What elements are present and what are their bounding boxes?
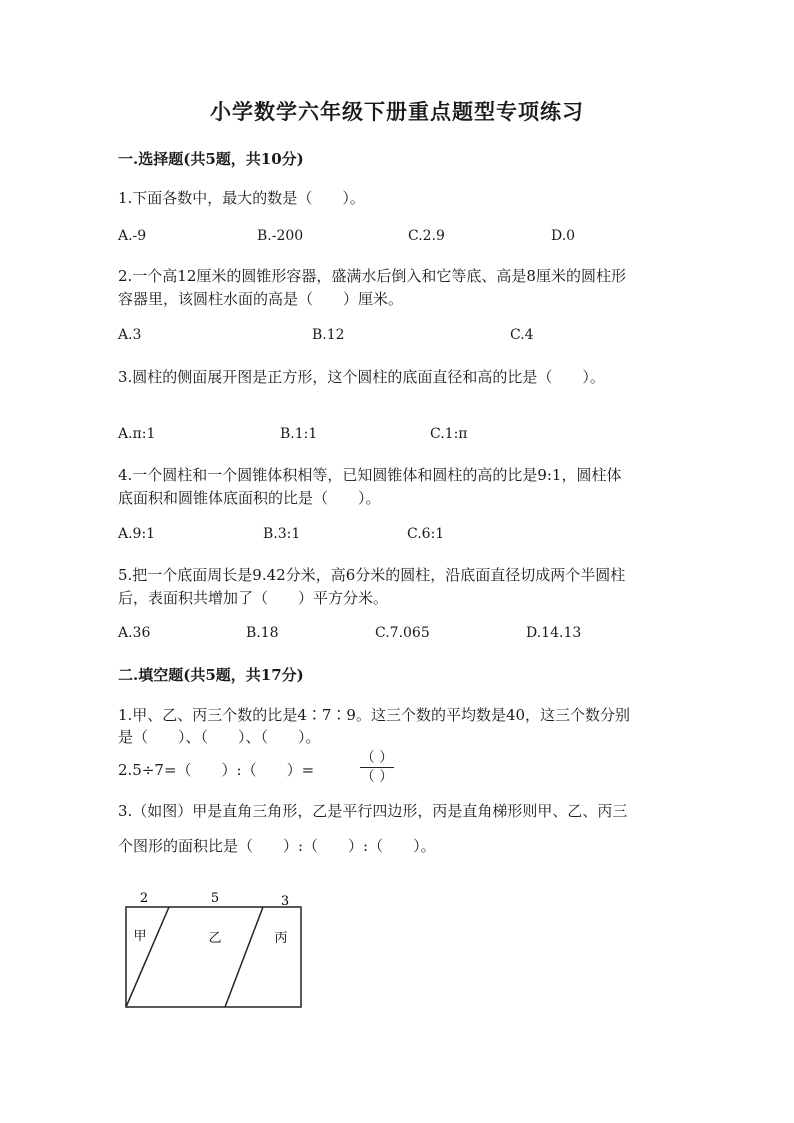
divider-line-right [225, 907, 263, 1007]
q1-option-b: B.-200 [257, 228, 304, 244]
page-title: 小学数学六年级下册重点题型专项练习 [210, 99, 584, 124]
fill-question-3-line2: 个图形的面积比是（ ）:（ ）:（ ）。 [118, 837, 436, 855]
q2-option-b: B.12 [312, 327, 345, 343]
section-heading-choice: 一.选择题(共5题，共10分) [118, 150, 304, 168]
question-1-stem: 1.下面各数中，最大的数是（ ）。 [118, 189, 365, 207]
q3-option-a: A.π:1 [118, 426, 156, 442]
question-2-stem-line2: 容器里，该圆柱水面的高是（ ）厘米。 [118, 290, 404, 308]
q5-option-a: A.36 [118, 625, 151, 641]
top-label-2: 2 [139, 891, 149, 906]
q2-option-a: A.3 [118, 327, 142, 343]
q2-option-c: C.4 [510, 327, 534, 343]
q5-option-b: B.18 [246, 625, 279, 641]
fraction-blank [360, 750, 394, 785]
q3-option-c: C.1:π [430, 426, 468, 442]
fraction-numerator: （ ） [360, 750, 394, 766]
fraction-bar [360, 767, 394, 768]
shape-figure [118, 885, 318, 1015]
section-heading-fill: 二.填空题(共5题，共17分) [118, 666, 304, 684]
fraction-denominator: （ ） [360, 769, 394, 785]
shape-label-yi: 乙 [208, 931, 222, 946]
q1-option-d: D.0 [551, 228, 576, 244]
q5-option-d: D.14.13 [526, 625, 582, 641]
q4-option-c: C.6:1 [407, 526, 445, 542]
shape-label-jia: 甲 [133, 929, 147, 944]
question-4-stem-line2: 底面积和圆锥体底面积的比是（ ）。 [118, 489, 381, 507]
shape-label-bing: 丙 [274, 931, 288, 946]
fill-question-1-line2: 是（ ）、（ ）、（ ）。 [118, 728, 321, 746]
fill-question-1-line1: 1.甲、乙、丙三个数的比是4∶7∶9。这三个数的平均数是40，这三个数分别 [118, 706, 631, 724]
question-4-stem-line1: 4.一个圆柱和一个圆锥体积相等，已知圆锥体和圆柱的高的比是9:1，圆柱体 [118, 466, 622, 484]
question-2-stem-line1: 2.一个高12厘米的圆锥形容器，盛满水后倒入和它等底、高是8厘米的圆柱形 [118, 267, 626, 285]
question-5-stem-line2: 后，表面积共增加了（ ）平方分米。 [118, 589, 389, 607]
q1-option-c: C.2.9 [408, 228, 445, 244]
q3-option-b: B.1:1 [280, 426, 318, 442]
question-3-stem: 3.圆柱的侧面展开图是正方形，这个圆柱的底面直径和高的比是（ ）。 [118, 368, 605, 386]
q5-option-c: C.7.065 [375, 625, 430, 641]
fill-question-3-line1: 3.（如图）甲是直角三角形，乙是平行四边形，丙是直角梯形则甲、乙、丙三 [118, 802, 628, 820]
q1-option-a: A.-9 [118, 228, 147, 244]
top-label-3: 3 [280, 894, 290, 909]
outer-rectangle [126, 907, 301, 1007]
question-5-stem-line1: 5.把一个底面周长是9.42分米，高6分米的圆柱，沿底面直径切成两个半圆柱 [118, 566, 626, 584]
fill-question-2: 2.5÷7=（ ）:（ ）= [118, 761, 315, 779]
q4-option-b: B.3:1 [263, 526, 301, 542]
divider-line-left [126, 907, 169, 1007]
top-label-5: 5 [210, 891, 220, 906]
q4-option-a: A.9:1 [118, 526, 156, 542]
